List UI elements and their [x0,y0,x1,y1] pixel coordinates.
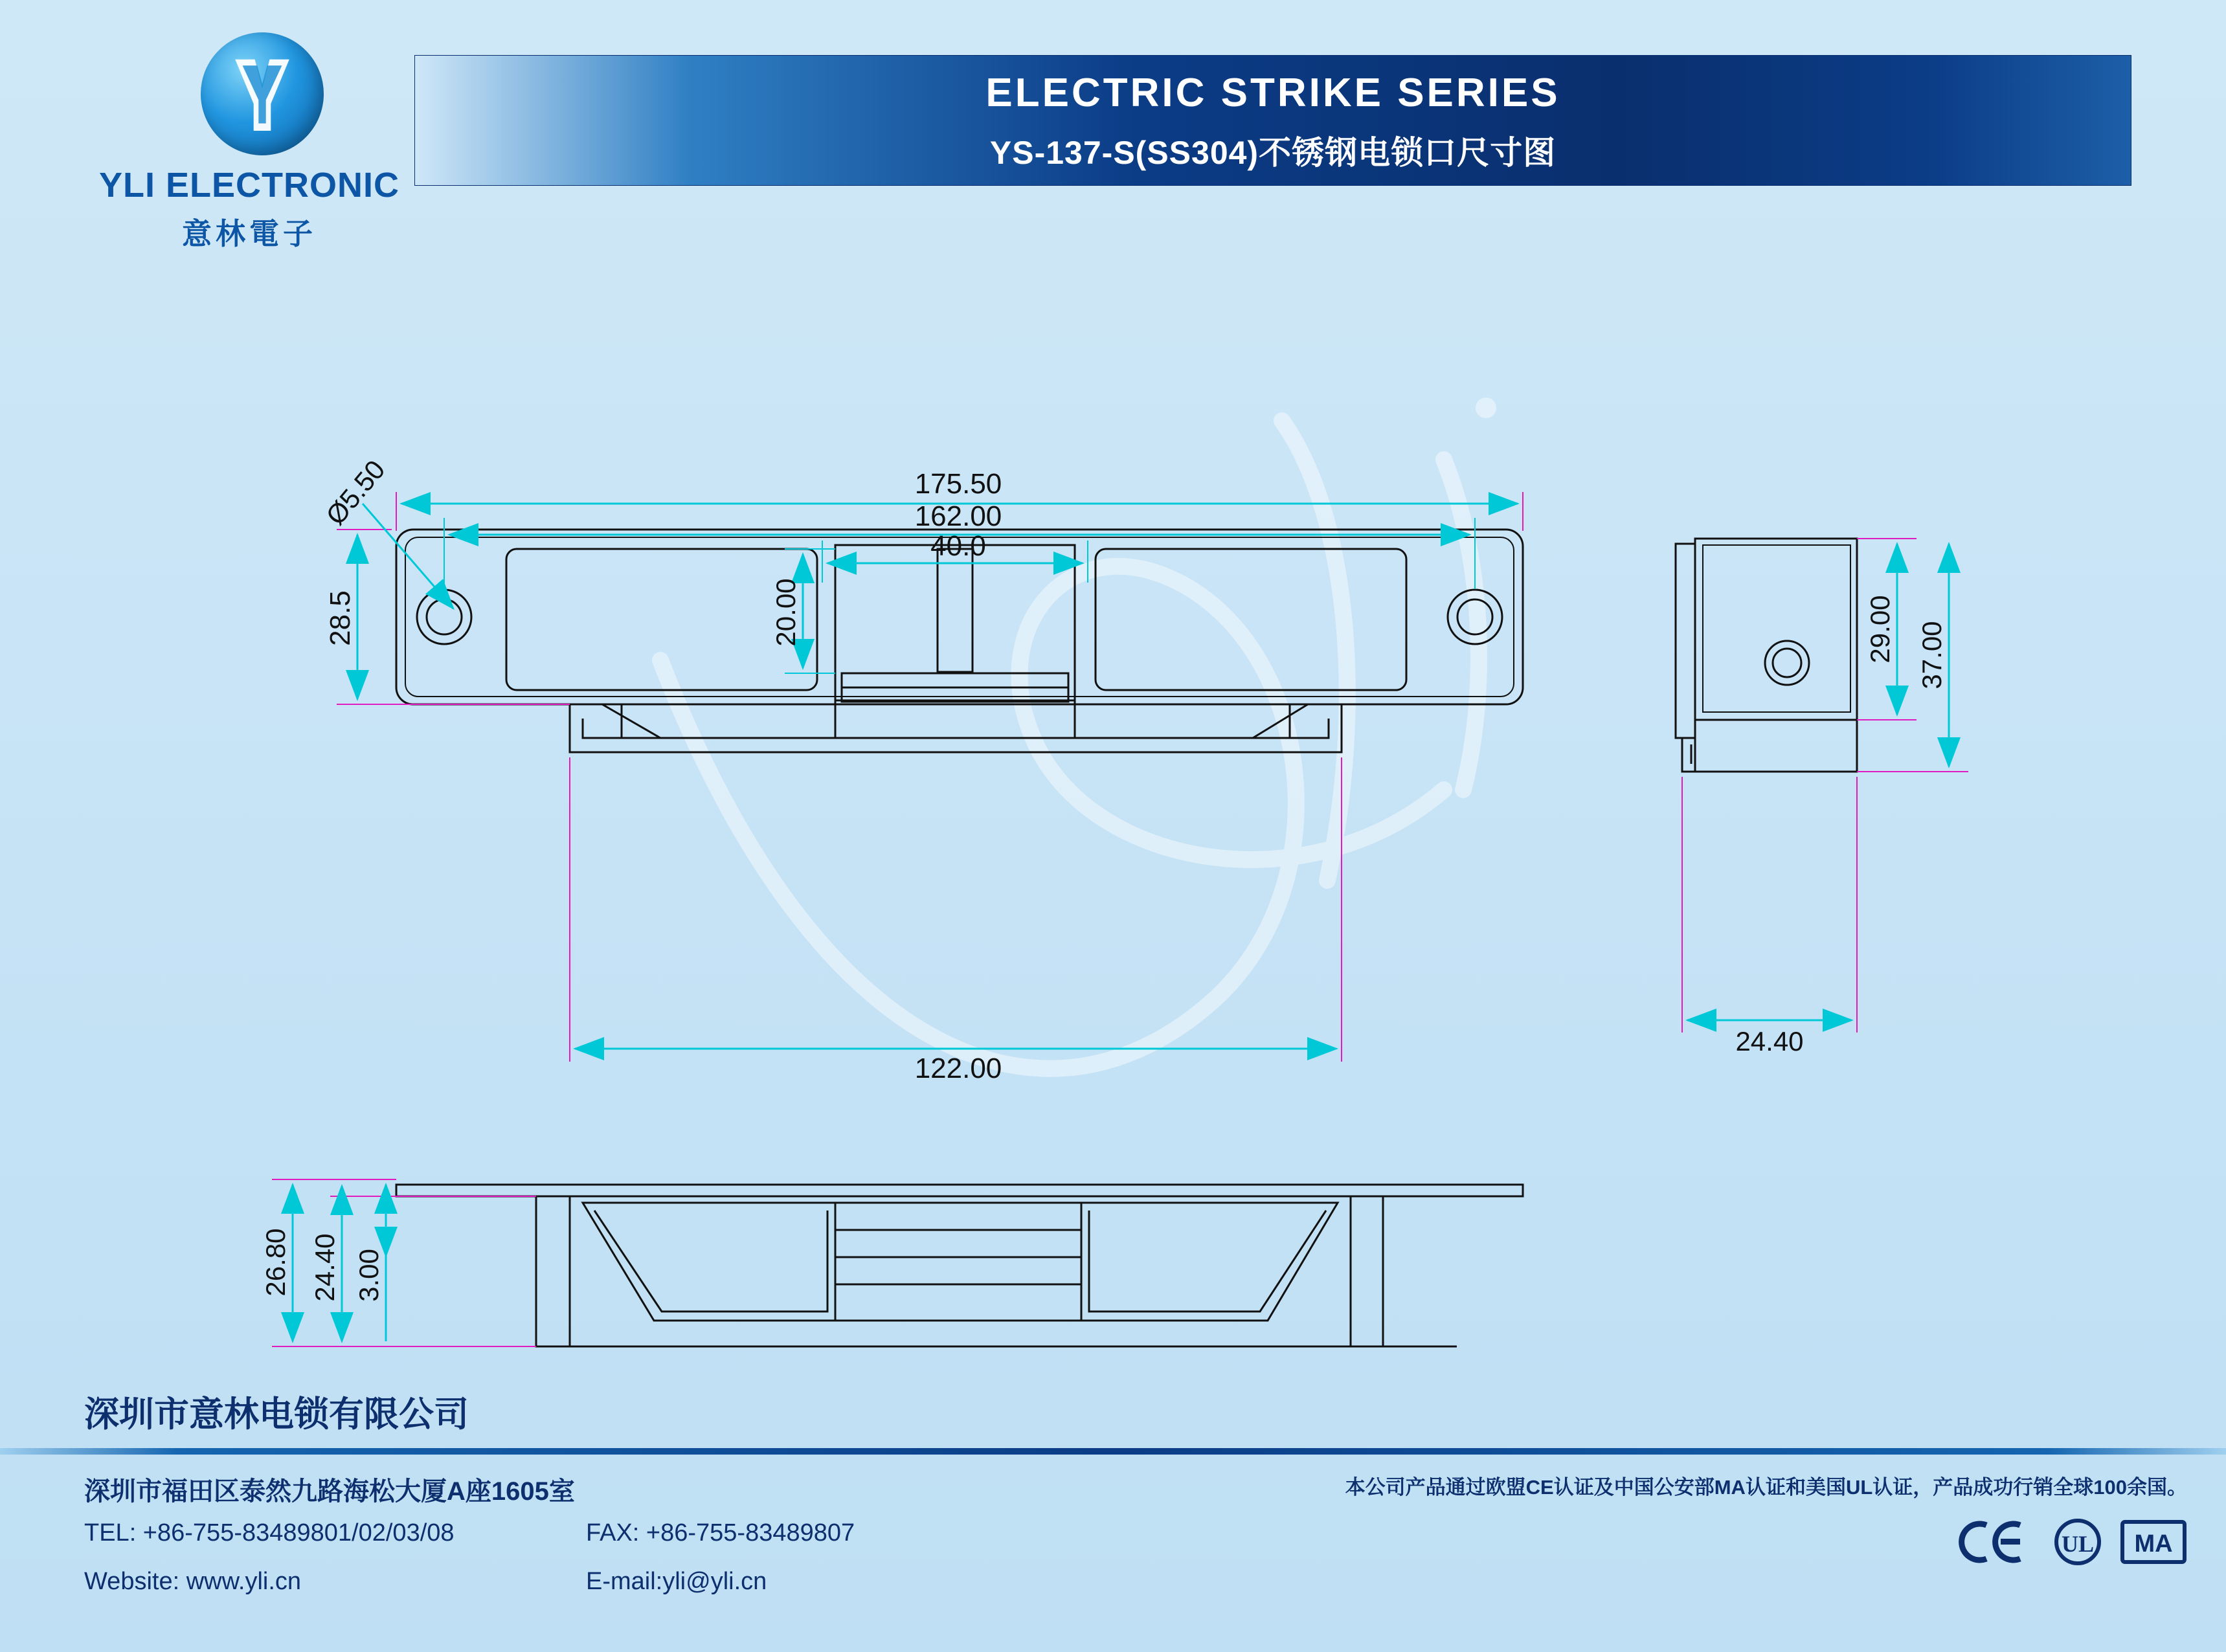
top-view-dimensions [260,1179,536,1346]
dim-122-00: 122.00 [914,1053,1002,1084]
svg-text:MA: MA [2134,1530,2173,1557]
ce-mark-icon [1958,1519,2036,1565]
footer-website[interactable]: Website: www.yli.cn [84,1568,302,1595]
ma-mark-icon [2120,1518,2187,1566]
page-subtitle: YS-137-S(SS304)不锈钢电锁口尺寸图 [989,135,1557,171]
top-view [396,1185,1523,1346]
dim-28-5: 28.5 [324,590,356,646]
footer-address: 深圳市福田区泰然九路海松大厦A座1605室 [84,1477,575,1506]
footer-email[interactable]: E-mail:yli@yli.cn [586,1568,767,1595]
dim-24-40-side: 24.40 [1735,1026,1804,1056]
dim-20-00: 20.00 [770,578,801,647]
side-view [1676,539,1857,772]
dim-29-00: 29.00 [1865,595,1895,664]
footer-tel: TEL: +86-755-83489801/02/03/08 [84,1519,455,1546]
brand-name-en: YLI ELECTRONIC [98,166,399,205]
dim-3-00: 3.00 [354,1249,384,1302]
dim-175-50: 175.50 [914,468,1002,500]
dim-26-80: 26.80 [260,1228,291,1297]
footer-divider [0,1448,2226,1455]
footer-certification-note: 本公司产品通过欧盟CE认证及中国公安部MA认证和美国UL认证，产品成功行销全球100余国。 [1345,1476,2187,1499]
dim-diameter-5-50: Ø5.50 [320,454,391,531]
brand-name-cn: 意林電子 [182,217,317,251]
company-logo [97,26,401,251]
footer-fax: FAX: +86-755-83489807 [586,1519,855,1546]
footer-company-name: 深圳市意林电锁有限公司 [84,1395,469,1434]
dim-37-00: 37.00 [1917,621,1947,689]
ul-mark-icon [2052,1517,2103,1567]
page-title: ELECTRIC STRIKE SERIES [985,71,1560,115]
page-header [0,0,2226,251]
drawing-canvas [0,246,2226,1366]
title-banner [414,55,2131,186]
certification-marks [1958,1513,2187,1571]
dim-162-00: 162.00 [914,500,1002,532]
logo-y-glyph-icon [201,32,324,155]
technical-drawing [0,246,2226,1366]
dim-24-40-top: 24.40 [309,1233,340,1302]
dim-40-0: 40.0 [930,530,986,562]
yli-circle-logo-icon [201,32,324,155]
side-view-dimensions [1682,539,1968,1056]
svg-text:UL: UL [2061,1531,2095,1557]
page-footer [0,1374,2226,1652]
